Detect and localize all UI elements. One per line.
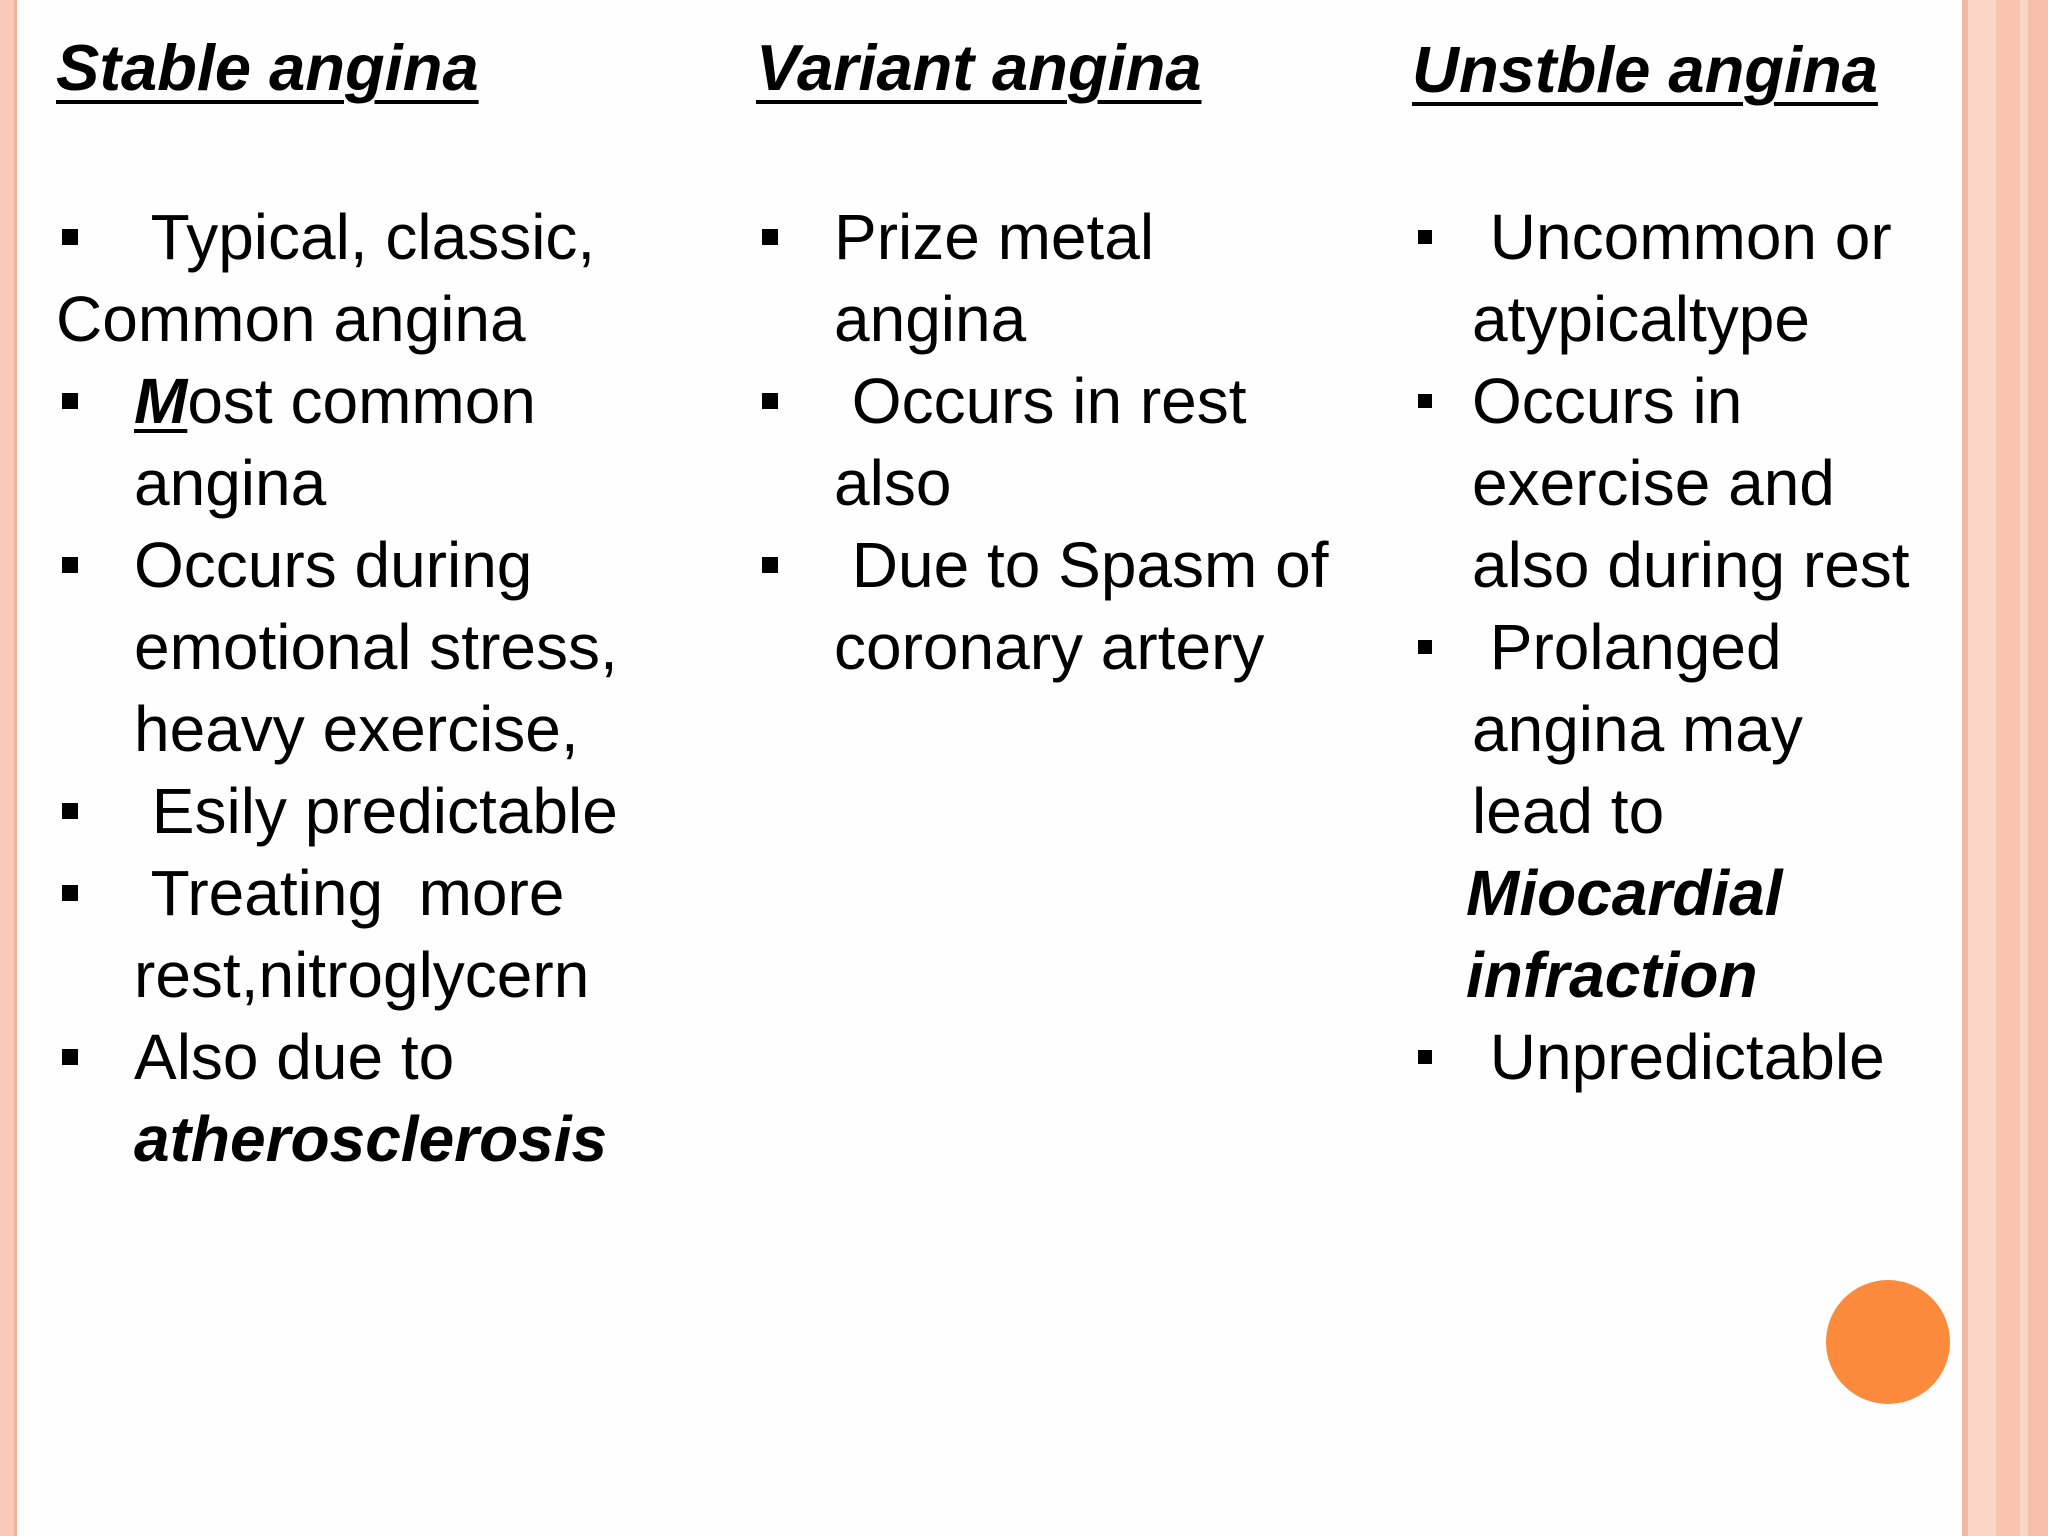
- list-item: Typical, classic, Common angina: [56, 201, 596, 355]
- square-bullet-icon: [62, 557, 78, 573]
- square-bullet-icon: [62, 393, 78, 409]
- orange-circle-decoration: [1826, 1280, 1950, 1404]
- square-bullet-icon: [762, 393, 778, 409]
- list-item: Prize metal angina: [756, 196, 1328, 360]
- bullet-list: [756, 196, 1328, 688]
- list-item: Occurs in rest also: [756, 360, 1328, 524]
- column-heading: Unstble angina: [1412, 33, 1878, 106]
- square-bullet-icon: [762, 229, 778, 245]
- square-bullet-icon: [62, 229, 78, 245]
- square-bullet-icon: [762, 557, 778, 573]
- slide-left-border: [0, 0, 14, 1536]
- slide-right-stripe: [1996, 0, 2020, 1536]
- list-item: Prolanged angina may lead to Miocardial infraction: [1412, 606, 1910, 1016]
- list-item: Due to Spasm of coronary artery: [756, 524, 1328, 688]
- bullet-list: [1412, 196, 1910, 1098]
- list-item: Also due to atherosclerosis: [56, 1016, 618, 1180]
- square-bullet-icon: [62, 803, 78, 819]
- square-bullet-icon: [62, 1049, 78, 1065]
- list-item: Uncommon or atypicaltype: [1412, 196, 1910, 360]
- square-bullet-icon: [1418, 230, 1432, 244]
- slide-right-stripe: [1962, 0, 1968, 1536]
- list-item: Occurs in exercise and also during rest: [1412, 360, 1910, 606]
- list-item: Treating more rest,nitroglycern: [56, 852, 618, 1016]
- slide-left-border-line: [14, 0, 17, 1536]
- column-heading: Stable angina: [56, 31, 479, 104]
- list-item: Unpredictable: [1412, 1016, 1910, 1098]
- square-bullet-icon: [1418, 640, 1432, 654]
- slide-right-border: [1962, 0, 2048, 1536]
- square-bullet-icon: [1418, 1050, 1432, 1064]
- square-bullet-icon: [1418, 394, 1432, 408]
- list-item: Esily predictable: [56, 770, 618, 852]
- list-item: Occurs during emotional stress, heavy exercise,: [56, 524, 618, 770]
- slide-right-stripe: [2028, 0, 2048, 1536]
- bullet-list: [56, 196, 618, 1180]
- column-heading: Variant angina: [756, 31, 1202, 104]
- list-item: Most common angina: [56, 360, 618, 524]
- square-bullet-icon: [62, 885, 78, 901]
